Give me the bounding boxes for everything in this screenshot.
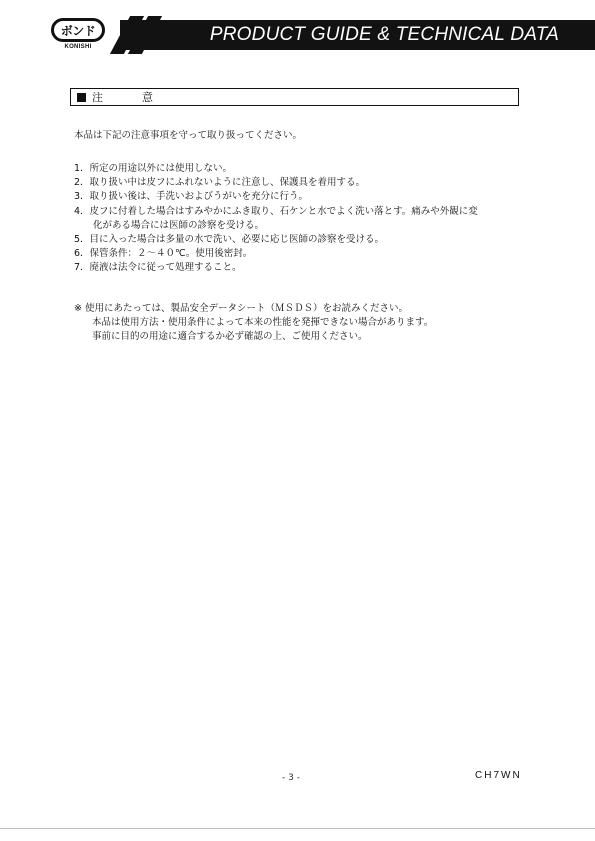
list-item: 7．廃液は法令に従って処理すること。 [74, 262, 242, 274]
list-item-continuation: 化がある場合には医師の診察を受ける。 [93, 219, 265, 231]
konishi-bond-logo [48, 18, 108, 56]
list-item: 3．取り扱い後は、手洗いおよびうがいを充分に行う。 [74, 191, 309, 203]
logo-subtext: KONISHI [64, 44, 92, 50]
header-title: PRODUCT GUIDE & TECHNICAL DATA [209, 24, 559, 45]
section-title: 注 意 [92, 91, 167, 104]
remark-line: 本品は使用方法・使用条件によって本来の性能を発揮できない場合があります。 [92, 317, 434, 329]
black-square-icon [77, 93, 86, 102]
document-code: CH7WN [475, 770, 522, 781]
intro-text: 本品は下記の注意事項を守って取り扱ってください。 [74, 130, 303, 141]
page-number: - 3 - [282, 773, 300, 783]
list-item: 5．目に入った場合は多量の水で洗い、必要に応じ医師の診察を受ける。 [74, 234, 385, 246]
list-item: 6．保管条件：２～４０℃。使用後密封。 [74, 248, 253, 260]
remark-block [74, 302, 544, 345]
logo-oval [51, 18, 105, 42]
bottom-rule [0, 828, 595, 829]
remark-line: ※ 使用にあたっては、製品安全データシート（ＭＳＤＳ）をお読みください。 [74, 303, 408, 314]
precaution-list [74, 162, 544, 276]
section-heading [70, 88, 519, 106]
list-item: 2．取り扱い中は皮フにふれないように注意し、保護具を着用する。 [74, 177, 366, 189]
logo-text: ボンド [60, 23, 96, 38]
list-item: 4．皮フに付着した場合はすみやかにふき取り、石ケンと水でよく洗い落とす。痛みや外観に変 [74, 205, 478, 217]
list-item: 1．所定の用途以外には使用しない。 [74, 163, 233, 174]
remark-line: 事前に目的の用途に適合するか必ず確認の上、ご使用ください。 [92, 331, 368, 343]
